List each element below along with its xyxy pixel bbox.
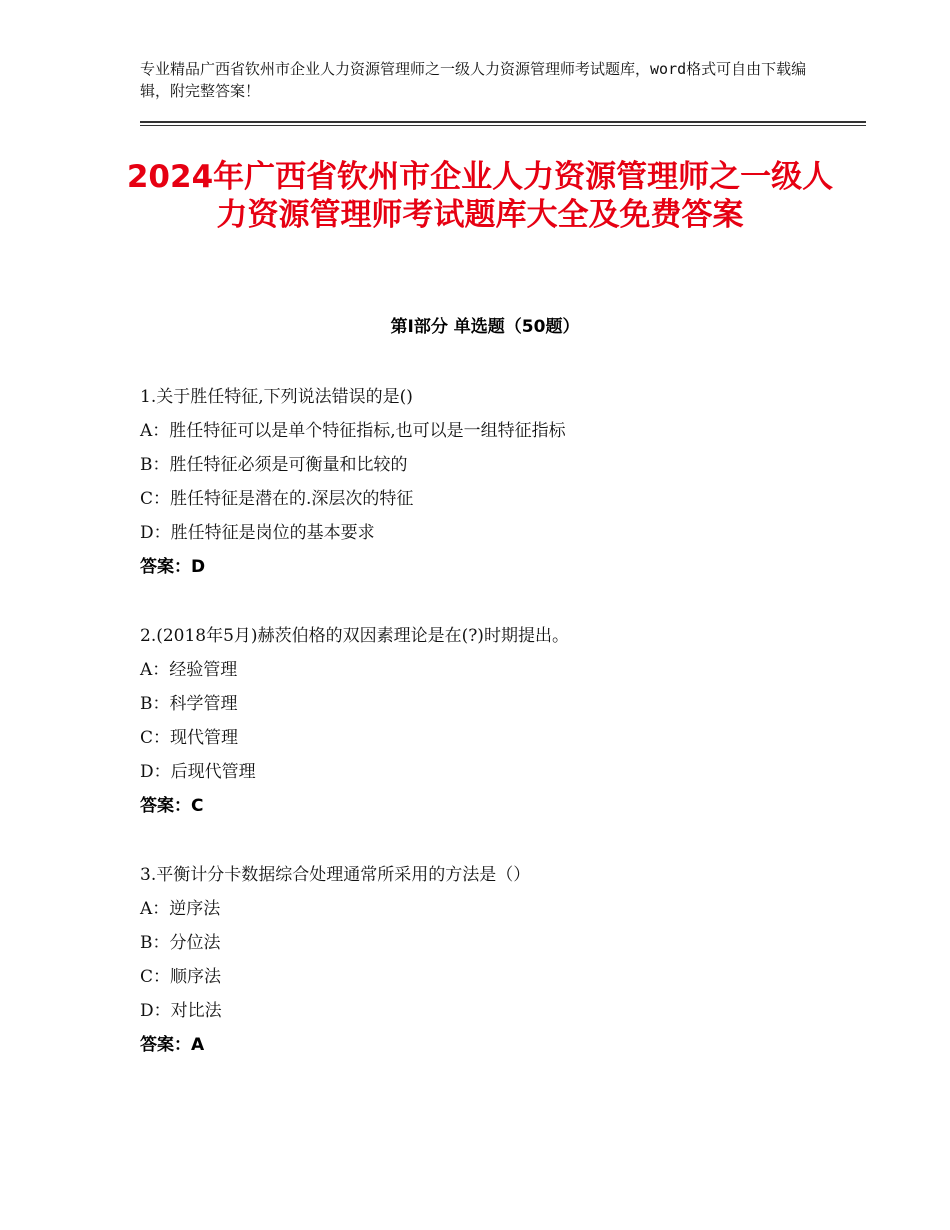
option-c: C：顺序法 <box>140 967 222 987</box>
question-stem: 2.(2018年5月)赫茨伯格的双因素理论是在(?)时期提出。 <box>140 626 569 646</box>
section-heading: 第Ⅰ部分 单选题（50题） <box>390 317 580 337</box>
answer-line: 答案：C <box>140 796 204 816</box>
document-title: 2024年广西省钦州市企业人力资源管理师之一级人力资源管理师考试题库大全及免费答案 <box>126 159 834 233</box>
option-a: A：经验管理 <box>140 660 238 680</box>
option-b: B：胜任特征必须是可衡量和比较的 <box>140 455 408 475</box>
question-block-1 <box>140 380 840 584</box>
header-divider-thin <box>140 125 866 126</box>
question-stem: 1.关于胜任特征,下列说法错误的是() <box>140 387 413 407</box>
header-divider-thick <box>140 121 866 123</box>
answer-line: 答案：A <box>140 1035 205 1055</box>
option-c: C：现代管理 <box>140 728 239 748</box>
header-note: 专业精品广西省钦州市企业人力资源管理师之一级人力资源管理师考试题库，word格式可自由下载编辑，附完整答案！ <box>140 60 807 100</box>
option-c: C：胜任特征是潜在的.深层次的特征 <box>140 489 414 509</box>
option-a: A：逆序法 <box>140 899 221 919</box>
question-block-3 <box>140 858 840 1062</box>
option-a: A：胜任特征可以是单个特征指标,也可以是一组特征指标 <box>140 421 566 441</box>
option-d: D：胜任特征是岗位的基本要求 <box>140 523 375 543</box>
option-b: B：分位法 <box>140 933 221 953</box>
option-d: D：后现代管理 <box>140 762 256 782</box>
option-b: B：科学管理 <box>140 694 238 714</box>
question-block-2 <box>140 619 840 823</box>
option-d: D：对比法 <box>140 1001 222 1021</box>
answer-line: 答案：D <box>140 557 206 577</box>
question-stem: 3.平衡计分卡数据综合处理通常所采用的方法是（） <box>140 865 531 885</box>
